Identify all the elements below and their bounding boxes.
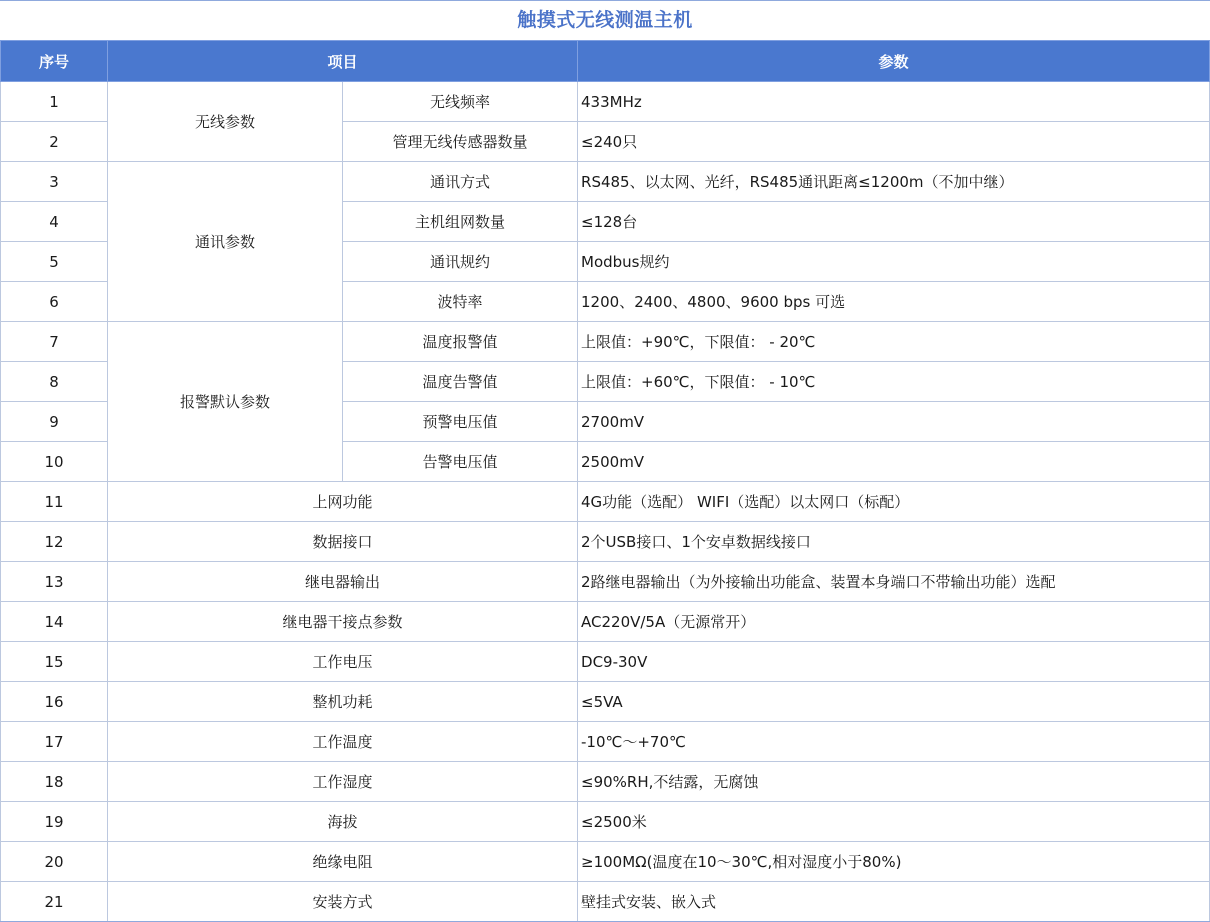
row-number: 19 [1,802,108,842]
item-label: 继电器输出 [108,562,578,602]
param-value: 2路继电器输出（为外接输出功能盒、装置本身端口不带输出功能）选配 [578,562,1210,602]
header-no: 序号 [1,41,108,82]
param-value: RS485、以太网、光纤，RS485通讯距离≤1200m（不加中继） [578,162,1210,202]
table-row [1,562,1210,602]
table-row [1,842,1210,882]
row-number: 13 [1,562,108,602]
param-value: -10℃～+70℃ [578,722,1210,762]
group-label: 报警默认参数 [108,322,343,482]
row-number: 11 [1,482,108,522]
table-row [1,882,1210,922]
param-value: 1200、2400、4800、9600 bps 可选 [578,282,1210,322]
row-number: 3 [1,162,108,202]
item-label: 工作湿度 [108,762,578,802]
spec-table [0,40,1210,922]
item-label: 安装方式 [108,882,578,922]
item-label: 海拔 [108,802,578,842]
table-row [1,522,1210,562]
param-value: Modbus规约 [578,242,1210,282]
param-value: ≤2500米 [578,802,1210,842]
table-row [1,722,1210,762]
item-label: 工作温度 [108,722,578,762]
table-row [1,322,1210,362]
row-number: 20 [1,842,108,882]
item-label: 上网功能 [108,482,578,522]
sub-item: 主机组网数量 [343,202,578,242]
sub-item: 预警电压值 [343,402,578,442]
row-number: 9 [1,402,108,442]
param-value: AC220V/5A（无源常开） [578,602,1210,642]
row-number: 4 [1,202,108,242]
sub-item: 告警电压值 [343,442,578,482]
group-label: 无线参数 [108,82,343,162]
param-value: ≤128台 [578,202,1210,242]
param-value: ≤90%RH,不结露，无腐蚀 [578,762,1210,802]
row-number: 6 [1,282,108,322]
sub-item: 波特率 [343,282,578,322]
sub-item: 通讯规约 [343,242,578,282]
param-value: 2700mV [578,402,1210,442]
sub-item: 通讯方式 [343,162,578,202]
item-label: 继电器干接点参数 [108,602,578,642]
table-row [1,162,1210,202]
row-number: 12 [1,522,108,562]
sub-item: 无线频率 [343,82,578,122]
param-value: ≥100MΩ(温度在10～30℃,相对湿度小于80%) [578,842,1210,882]
param-value: 壁挂式安装、嵌入式 [578,882,1210,922]
header-param: 参数 [578,41,1210,82]
param-value: 2500mV [578,442,1210,482]
sub-item: 温度告警值 [343,362,578,402]
item-label: 整机功耗 [108,682,578,722]
table-row [1,82,1210,122]
item-label: 数据接口 [108,522,578,562]
group-label: 通讯参数 [108,162,343,322]
row-number: 15 [1,642,108,682]
row-number: 10 [1,442,108,482]
table-row [1,642,1210,682]
row-number: 21 [1,882,108,922]
row-number: 1 [1,82,108,122]
page-title: 触摸式无线测温主机 [517,9,693,31]
table-row [1,762,1210,802]
item-label: 绝缘电阻 [108,842,578,882]
row-number: 16 [1,682,108,722]
table-row [1,602,1210,642]
table-row [1,802,1210,842]
row-number: 7 [1,322,108,362]
row-number: 18 [1,762,108,802]
param-value: 上限值：+90℃，下限值： - 20℃ [578,322,1210,362]
param-value: ≤240只 [578,122,1210,162]
param-value: 4G功能（选配） WIFI（选配）以太网口（标配） [578,482,1210,522]
row-number: 8 [1,362,108,402]
header-item: 项目 [108,41,578,82]
param-value: DC9-30V [578,642,1210,682]
row-number: 17 [1,722,108,762]
table-row [1,482,1210,522]
row-number: 14 [1,602,108,642]
param-value: 433MHz [578,82,1210,122]
param-value: 上限值：+60℃，下限值： - 10℃ [578,362,1210,402]
param-value: 2个USB接口、1个安卓数据线接口 [578,522,1210,562]
row-number: 5 [1,242,108,282]
sub-item: 管理无线传感器数量 [343,122,578,162]
param-value: ≤5VA [578,682,1210,722]
table-header-row [1,41,1210,82]
row-number: 2 [1,122,108,162]
sub-item: 温度报警值 [343,322,578,362]
item-label: 工作电压 [108,642,578,682]
table-row [1,682,1210,722]
